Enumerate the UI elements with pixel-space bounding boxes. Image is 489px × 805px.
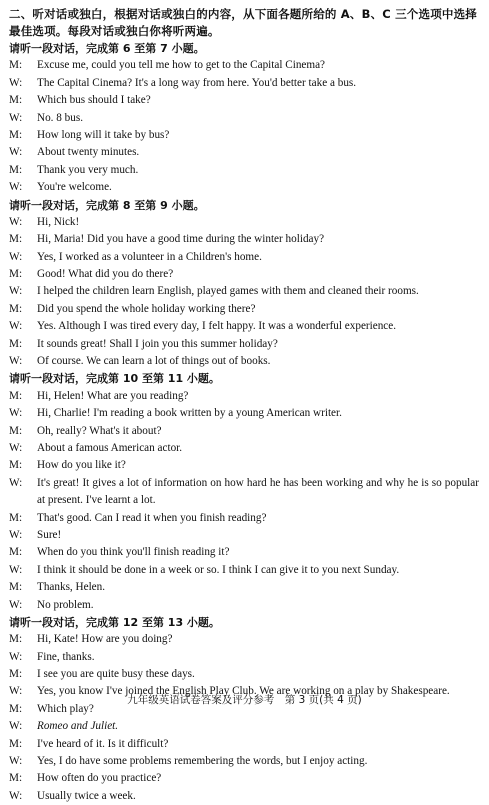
speaker-label: M:: [9, 424, 23, 437]
dialogue-line: [9, 666, 479, 683]
dialogue-text: When do you think you'll finish reading it?: [37, 546, 230, 559]
dialogue-line: [9, 249, 479, 266]
dialogue-text: How do you like it?: [37, 459, 126, 472]
speaker-label: W:: [9, 650, 23, 663]
part-instructions: 二、听对话或独白，根据对话或独白的内容，从下面各题所给的 A、B、C 三个选项中选择最佳选项。每段对话或独白你将听两遍。: [9, 7, 478, 38]
speaker-label: W:: [9, 755, 23, 768]
speaker-label: W:: [9, 441, 23, 454]
dialogue-line: [9, 162, 479, 179]
dialogue-line: [9, 770, 479, 787]
dialogue-text: No. 8 bus.: [37, 111, 83, 124]
speaker-label: W:: [9, 789, 23, 802]
dialogue-line: [9, 127, 479, 144]
dialogue-section: [9, 197, 479, 371]
speaker-label: W:: [9, 355, 23, 368]
speaker-label: M:: [9, 94, 23, 107]
dialogue-line: [9, 527, 479, 544]
dialogue-line: [9, 631, 479, 648]
dialogue-section: [9, 40, 479, 197]
dialogue-text: You're welcome.: [37, 181, 112, 194]
dialogue-line: [9, 475, 479, 510]
speaker-label: M:: [9, 128, 23, 141]
dialogue-line: [9, 562, 479, 579]
speaker-label: M:: [9, 633, 23, 646]
dialogue-line: [9, 440, 479, 457]
speaker-label: W:: [9, 720, 23, 733]
speaker-label: M:: [9, 581, 23, 594]
dialogue-line: [9, 753, 479, 770]
dialogue-line: [9, 579, 479, 596]
section-title: 请听一段对话，完成第 12 至第 13 小题。: [9, 615, 220, 629]
dialogue-text: How often do you practice?: [37, 772, 162, 785]
speaker-label: M:: [9, 302, 23, 315]
dialogue-line: [9, 457, 479, 474]
speaker-label: M:: [9, 163, 23, 176]
dialogue-line: [9, 283, 479, 300]
dialogue-line: [9, 544, 479, 561]
dialogue-line: [9, 144, 479, 161]
dialogue-text: Which play?: [37, 702, 94, 715]
dialogue-line: [9, 423, 479, 440]
speaker-label: M:: [9, 668, 23, 681]
dialogue-line: [9, 57, 479, 74]
speaker-label: W:: [9, 476, 23, 489]
section-title: 请听一段对话，完成第 8 至第 9 小题。: [9, 198, 205, 212]
dialogue-line: [9, 214, 479, 231]
dialogue-text: Yes. Although I was tired every day, I felt happy. It was a wonderful experience.: [37, 320, 397, 333]
dialogue-text: Thanks, Helen.: [37, 581, 106, 594]
dialogue-text: How long will it take by bus?: [37, 128, 170, 141]
dialogue-text: It sounds great! Shall I join you this summer holiday?: [37, 337, 278, 350]
speaker-label: M:: [9, 59, 23, 72]
speaker-label: W:: [9, 76, 23, 89]
speaker-label: W:: [9, 181, 23, 194]
dialogue-line: [9, 353, 479, 370]
speaker-label: W:: [9, 250, 23, 263]
dialogue-line: [9, 301, 479, 318]
dialogue-line: [9, 510, 479, 527]
dialogue-text: About a famous American actor.: [37, 441, 183, 454]
dialogue-line: [9, 718, 479, 735]
dialogue-text: Romeo and Juliet.: [37, 720, 119, 733]
speaker-label: W:: [9, 215, 23, 228]
dialogue-text: No problem.: [37, 598, 94, 611]
dialogue-text: It's great! It gives a lot of information on how hard he has been working and why he is so popular at present. I've learnt a lot.: [37, 476, 479, 507]
dialogue-line: [9, 318, 479, 335]
dialogue-line: [9, 231, 479, 248]
dialogue-text: Fine, thanks.: [37, 650, 95, 663]
speaker-label: W:: [9, 407, 23, 420]
speaker-label: W:: [9, 685, 23, 698]
section-title: 请听一段对话，完成第 6 至第 7 小题。: [9, 42, 205, 55]
speaker-label: M:: [9, 337, 23, 350]
dialogue-line: [9, 75, 479, 92]
dialogue-text: Hi, Maria! Did you have a good time during the winter holiday?: [37, 233, 325, 246]
dialogue-line: [9, 597, 479, 614]
speaker-label: W:: [9, 111, 23, 124]
speaker-label: W:: [9, 146, 23, 159]
dialogue-text: I've heard of it. Is it difficult?: [37, 737, 169, 750]
speaker-label: M:: [9, 233, 23, 246]
page-footer: 九年级英语试卷答案及评分参考 第 3 页(共 4 页): [127, 694, 362, 706]
speaker-label: W:: [9, 528, 23, 541]
dialogue-text: Hi, Kate! How are you doing?: [37, 633, 173, 646]
dialogue-line: [9, 92, 479, 109]
speaker-label: W:: [9, 598, 23, 611]
dialogue-text: Excuse me, could you tell me how to get to the Capital Cinema?: [37, 59, 326, 72]
dialogue-line: [9, 179, 479, 196]
dialogue-section: [9, 614, 479, 805]
speaker-label: M:: [9, 268, 23, 281]
dialogue-text: About twenty minutes.: [37, 146, 140, 159]
speaker-label: W:: [9, 285, 23, 298]
dialogue-text: Did you spend the whole holiday working there?: [37, 302, 256, 315]
dialogue-text: Hi, Nick!: [37, 215, 80, 228]
section-title: 请听一段对话，完成第 10 至第 11 小题。: [9, 372, 220, 386]
dialogue-text: Hi, Helen! What are you reading?: [37, 389, 189, 402]
dialogue-text: Of course. We can learn a lot of things out of books.: [37, 355, 271, 368]
dialogue-sections: [9, 40, 479, 805]
dialogue-text: Thank you very much.: [37, 163, 139, 176]
dialogue-line: [9, 788, 479, 805]
dialogue-text: Good! What did you do there?: [37, 268, 174, 281]
speaker-label: M:: [9, 511, 23, 524]
dialogue-text: Yes, I do have some problems remembering the words, but I enjoy acting.: [37, 755, 368, 768]
speaker-label: W:: [9, 563, 23, 576]
dialogue-line: [9, 110, 479, 127]
speaker-label: M:: [9, 737, 23, 750]
dialogue-section: [9, 370, 479, 614]
dialogue-text: Yes, I worked as a volunteer in a Children's home.: [37, 250, 262, 263]
speaker-label: M:: [9, 389, 23, 402]
dialogue-text: I think it should be done in a week or so. I think I can give it to you next Sunday.: [37, 563, 400, 576]
speaker-label: M:: [9, 702, 23, 715]
dialogue-text: Yes, you know I've joined the English Play Club. We are working on a play by Shakespeare.: [37, 685, 450, 698]
dialogue-text: Hi, Charlie! I'm reading a book written by a young American writer.: [37, 407, 342, 420]
dialogue-line: [9, 405, 479, 422]
dialogue-line: [9, 736, 479, 753]
speaker-label: W:: [9, 320, 23, 333]
dialogue-text: Usually twice a week.: [37, 789, 136, 802]
dialogue-line: [9, 388, 479, 405]
dialogue-line: [9, 336, 479, 353]
speaker-label: M:: [9, 459, 23, 472]
dialogue-text: I see you are quite busy these days.: [37, 668, 195, 681]
dialogue-text: That's good. Can I read it when you finish reading?: [37, 511, 267, 524]
dialogue-text: Oh, really? What's it about?: [37, 424, 162, 437]
speaker-label: M:: [9, 772, 23, 785]
dialogue-text: Sure!: [37, 528, 62, 541]
dialogue-text: I helped the children learn English, played games with them and cleaned their rooms.: [37, 285, 419, 298]
speaker-label: M:: [9, 546, 23, 559]
dialogue-line: [9, 266, 479, 283]
dialogue-text: Which bus should I take?: [37, 94, 151, 107]
dialogue-line: [9, 649, 479, 666]
dialogue-text: The Capital Cinema? It's a long way from here. You'd better take a bus.: [37, 76, 357, 89]
